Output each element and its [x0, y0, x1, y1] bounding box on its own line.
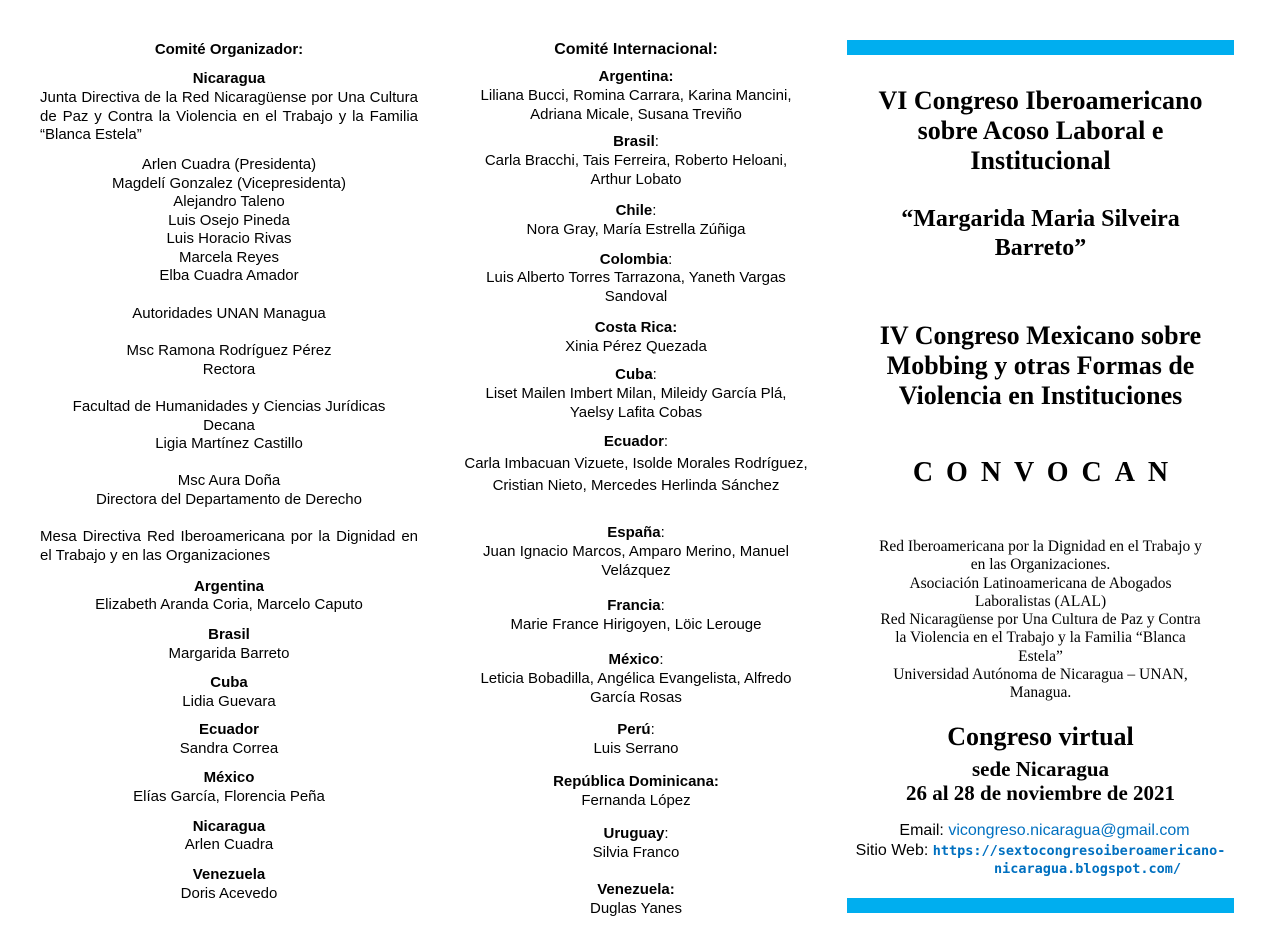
- country-members: Sandra Correa: [179, 740, 279, 757]
- country-label-row: Perú:: [617, 721, 655, 738]
- country-label-row: Francia:: [607, 597, 665, 614]
- website-row-2: [847, 860, 1234, 879]
- country-members: Carla Bracchi, Tais Ferreira, Roberto Heloani, Arthur Lobato: [484, 152, 788, 188]
- honoree-name: “Margarida Maria Silveira Barreto”: [901, 206, 1180, 261]
- country-label: República Dominicana:: [553, 773, 719, 790]
- country-members: Margarida Barreto: [168, 645, 290, 662]
- country-label-row: Colombia:: [599, 251, 673, 268]
- website-row: [847, 841, 1234, 860]
- country-members: Duglas Yanes: [589, 900, 682, 917]
- country-members: Fernanda López: [581, 792, 691, 809]
- country-label: Cuba: [210, 674, 248, 691]
- country-label: Nicaragua: [192, 818, 266, 835]
- congress-title-mexicano: IV Congreso Mexicano sobre Mobbing y otras Formas de Violencia en Instituciones: [879, 321, 1202, 410]
- country-label: Costa Rica:: [594, 319, 678, 336]
- country-label-row: Chile:: [615, 202, 657, 219]
- top-accent-bar: [847, 40, 1234, 55]
- country-members: Arlen Cuadra: [184, 836, 274, 853]
- country-label-row: Uruguay:: [603, 825, 669, 842]
- website-link-part1[interactable]: https://sextocongresoiberoamericano-: [932, 843, 1226, 859]
- bottom-accent-bar: [847, 898, 1234, 913]
- country-members: Leticia Bobadilla, Angélica Evangelista, Alfredo García Rosas: [480, 670, 792, 706]
- country-members: Liliana Bucci, Romina Carrara, Karina Mancini, Adriana Micale, Susana Treviño: [480, 87, 792, 123]
- organizing-committee-heading: Comité Organizador:: [154, 41, 304, 58]
- country-label-row: Brasil:: [613, 133, 659, 150]
- country-members: Doris Acevedo: [180, 885, 278, 902]
- country-label: Argentina: [193, 578, 264, 595]
- email-label: Email:: [899, 822, 949, 839]
- country-label-row: España:: [607, 524, 665, 541]
- email-row: [847, 821, 1234, 840]
- country-members: Nora Gray, María Estrella Zúñiga: [526, 221, 746, 238]
- country-members: Xinia Pérez Quezada: [565, 338, 707, 355]
- country-members: Luis Serrano: [593, 740, 679, 757]
- mesa-directiva-text: Mesa Directiva Red Iberoamericana por la Dignidad en el Trabajo y en las Organizaciones: [40, 528, 418, 564]
- country-members: Luis Alberto Torres Tarrazona, Yaneth Vargas Sandoval: [486, 269, 786, 305]
- convocan-heading: CONVOCAN: [912, 457, 1182, 488]
- rector-block: Msc Ramona Rodríguez Pérez Rectora: [126, 342, 332, 378]
- country-members: Lidia Guevara: [182, 693, 276, 710]
- website-label: Sitio Web:: [855, 842, 933, 859]
- country-label: Argentina:: [598, 68, 674, 85]
- convening-organizations: Red Iberoamericana por la Dignidad en el Trabajo y en las Organizaciones. Asociación Latinoamericana de Abogados Laboralistas (ALAL) Red Nicaragüense por Una Cultura de Paz y Contra la Violencia en el Trabajo y la Familia “Blanca Estela” Universidad Autónoma de Nicaragua – UNAN, Managua.: [879, 538, 1202, 702]
- country-members: Elías García, Florencia Peña: [133, 788, 325, 805]
- email-link[interactable]: vicongreso.nicaragua@gmail.com: [948, 822, 1190, 839]
- country-members: Marie France Hirigoyen, Löic Lerouge: [510, 616, 762, 633]
- country-label: Ecuador: [198, 721, 259, 738]
- country-members: Silvia Franco: [592, 844, 680, 861]
- website-link-part2[interactable]: nicaragua.blogspot.com/: [994, 861, 1181, 877]
- country-label: Brasil: [208, 626, 250, 643]
- event-dates: 26 al 28 de noviembre de 2021: [905, 781, 1176, 805]
- virtual-congress-label: Congreso virtual: [947, 722, 1134, 751]
- country-label-row: México:: [608, 651, 664, 668]
- country-members: Juan Ignacio Marcos, Amparo Merino, Manuel Velázquez: [483, 543, 789, 579]
- country-label-row: Cuba:: [615, 366, 657, 383]
- committee-members-list: Arlen Cuadra (Presidenta) Magdelí Gonzalez (Vicepresidenta) Alejandro Taleno Luis Osejo Pineda Luis Horacio Rivas Marcela Reyes Elba Cuadra Amador: [111, 156, 347, 284]
- international-committee-heading: Comité Internacional:: [554, 41, 718, 58]
- junta-directiva-text: Junta Directiva de la Red Nicaragüense por Una Cultura de Paz y Contra la Violencia en el Trabajo y la Familia “Blanca Estela”: [40, 89, 418, 143]
- country-members: Elizabeth Aranda Coria, Marcelo Caputo: [95, 596, 363, 613]
- country-members: Carla Imbacuan Vizuete, Isolde Morales Rodríguez, Cristian Nieto, Mercedes Herlinda Sánchez: [464, 455, 808, 494]
- country-members: Liset Mailen Imbert Milan, Mileidy García Plá, Yaelsy Lafita Cobas: [485, 385, 787, 421]
- country-label: Venezuela:: [597, 881, 675, 898]
- law-director-block: Msc Aura Doña Directora del Departamento de Derecho: [96, 472, 362, 508]
- authorities-label: Autoridades UNAN Managua: [132, 305, 326, 322]
- country-label: Venezuela: [192, 866, 266, 883]
- congress-title-ibero: VI Congreso Iberoamericano sobre Acoso Laboral e Institucional: [878, 86, 1203, 175]
- country-label-row: Ecuador:: [603, 433, 669, 450]
- faculty-block: Facultad de Humanidades y Ciencias Jurídicas Decana Ligia Martínez Castillo: [72, 398, 386, 452]
- country-label: México: [203, 769, 255, 786]
- venue-label: sede Nicaragua: [971, 757, 1110, 781]
- country-label-nicaragua: Nicaragua: [192, 70, 266, 87]
